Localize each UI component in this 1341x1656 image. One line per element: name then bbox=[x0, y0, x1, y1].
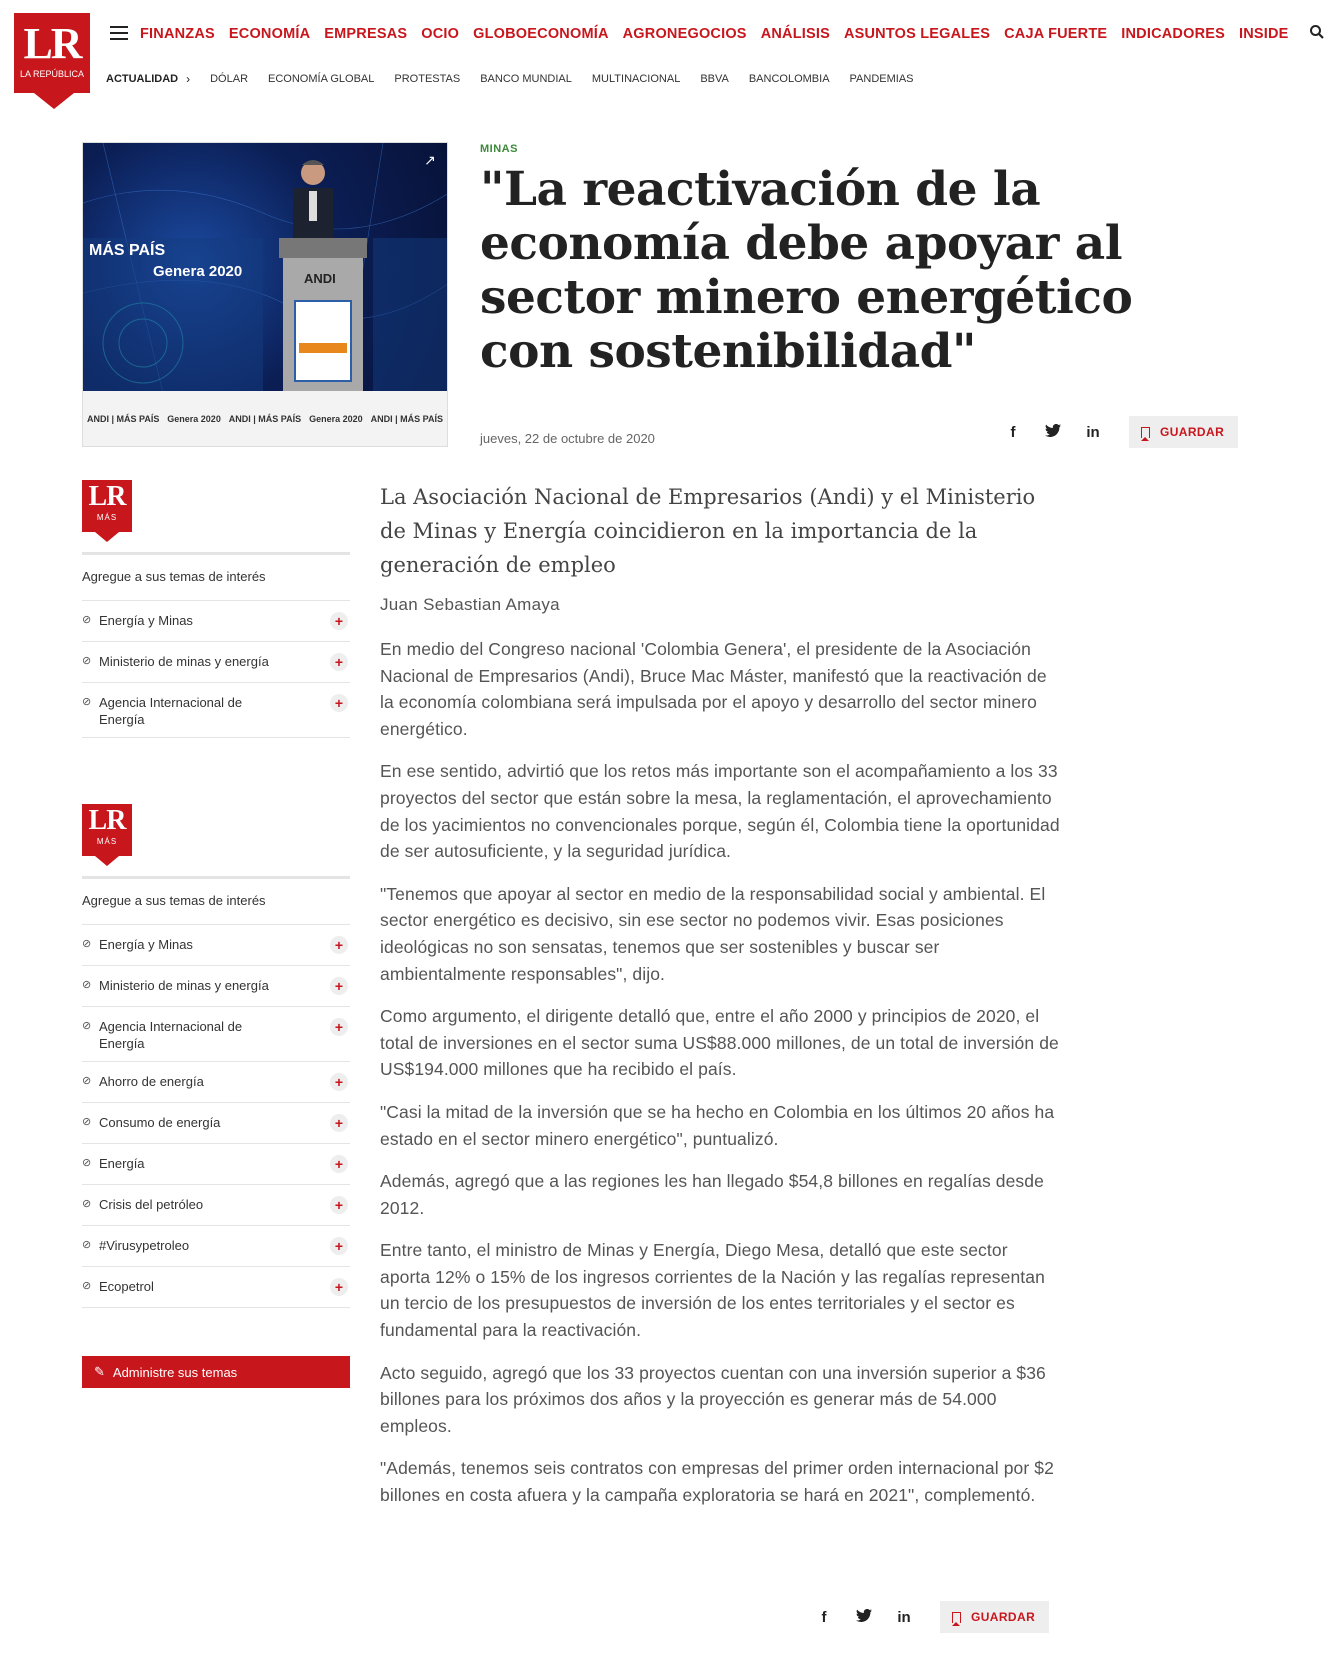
topic-item[interactable] bbox=[82, 683, 350, 738]
topic-item[interactable] bbox=[82, 1144, 350, 1185]
hero-caption-genera: Genera 2020 bbox=[153, 263, 243, 280]
article-paragraph: Además, agregó que a las regiones les han llegado $54,8 billones en regalías desde 2012. bbox=[380, 1171, 1044, 1218]
topic-item[interactable] bbox=[82, 966, 350, 1007]
subnav-label: ACTUALIDAD bbox=[106, 73, 179, 85]
lr-mas-text: LR bbox=[88, 481, 126, 512]
topic-item[interactable] bbox=[82, 601, 350, 642]
subnav-item[interactable]: MULTINACIONAL bbox=[591, 73, 681, 85]
nav-indicadores[interactable]: INDICADORES bbox=[1121, 26, 1225, 42]
subnav-item[interactable]: DÓLAR bbox=[210, 73, 249, 85]
topics-intro: Agregue a sus temas de interés bbox=[82, 879, 350, 925]
sponsor-logo: ANDI | MÁS PAÍS bbox=[370, 413, 443, 424]
menu-icon[interactable] bbox=[110, 26, 128, 40]
article-paragraph: En ese sentido, advirtió que los retos más importante son el acompañamiento a los 33 proyectos del sector que están sobre la mesa, la reglamentación, el aprovechamiento de los yacimientos no convencionales porque, según él, Colombia tiene la oportunidad de ser autosuficiente, y la seguridad jurídica. bbox=[380, 761, 1060, 862]
sub-nav bbox=[106, 72, 934, 86]
tag-icon: ⊘ bbox=[82, 938, 92, 950]
add-topic-icon[interactable]: + bbox=[330, 1073, 348, 1091]
facebook-icon[interactable]: f bbox=[1010, 423, 1016, 441]
nav-caja-fuerte[interactable]: CAJA FUERTE bbox=[1004, 26, 1108, 42]
sponsor-logo: ANDI | MÁS PAÍS bbox=[86, 413, 160, 424]
article-paragraph: Acto seguido, agregó que los 33 proyectos cuentan con una inversión superior a $36 billones para los próximos dos años y la proyección es generar más de 54.000 empleos. bbox=[380, 1362, 1046, 1436]
topic-label: Consumo de energía bbox=[99, 1115, 221, 1130]
article-date: jueves, 22 de octubre de 2020 bbox=[480, 431, 655, 446]
add-topic-icon[interactable]: + bbox=[330, 1155, 348, 1173]
topics-intro: Agregue a sus temas de interés bbox=[82, 555, 350, 601]
logo-text: LR bbox=[23, 19, 81, 68]
tag-icon: ⊘ bbox=[82, 1157, 92, 1169]
topics-widget-2 bbox=[82, 804, 350, 1388]
article-author[interactable]: Juan Sebastian Amaya bbox=[380, 595, 560, 614]
article-paragraph: En medio del Congreso nacional 'Colombia Genera', el presidente de la Asociación Nacional de Empresarios (Andi), Bruce Mac Máster, manifestó que la reactivación de la economía colombiana será impulsada por el apoyo y desarrollo del sector minero energético. bbox=[380, 639, 1047, 739]
bookmark-icon bbox=[952, 1612, 961, 1623]
nav-analisis[interactable]: ANÁLISIS bbox=[760, 26, 830, 42]
tag-icon: ⊘ bbox=[82, 696, 92, 708]
article-body bbox=[380, 636, 1060, 1525]
topic-label: Agencia Internacional de Energía bbox=[99, 695, 243, 727]
subnav-item[interactable]: PROTESTAS bbox=[394, 73, 461, 85]
share-bar-bottom bbox=[804, 1601, 1049, 1633]
nav-finanzas[interactable]: FINANZAS bbox=[140, 26, 215, 42]
nav-inside[interactable]: INSIDE bbox=[1239, 26, 1289, 42]
add-topic-icon[interactable]: + bbox=[330, 977, 348, 995]
nav-globoeconomia[interactable]: GLOBOECONOMÍA bbox=[473, 26, 609, 42]
topic-label: Ministerio de minas y energía bbox=[99, 978, 269, 993]
article-lead: La Asociación Nacional de Empresarios (Andi) y el Ministerio de Minas y Energía coincidieron en la importancia de la generación de empleo bbox=[380, 485, 1036, 577]
tag-icon: ⊘ bbox=[82, 979, 92, 991]
nav-ocio[interactable]: OCIO bbox=[421, 26, 460, 42]
expand-icon[interactable]: ↗ bbox=[424, 152, 436, 168]
hero-caption-mas-pais: MÁS PAÍS bbox=[89, 242, 166, 259]
share-bar-top bbox=[993, 416, 1238, 448]
twitter-icon[interactable] bbox=[844, 1609, 884, 1626]
tag-icon: ⊘ bbox=[82, 1020, 92, 1032]
topic-label: Energía y Minas bbox=[99, 613, 193, 628]
tag-icon: ⊘ bbox=[82, 1239, 92, 1251]
sponsor-logo: Genera 2020 bbox=[167, 413, 221, 424]
tag-icon: ⊘ bbox=[82, 614, 92, 626]
subnav-item[interactable]: BANCOLOMBIA bbox=[748, 73, 830, 85]
topic-label: Ministerio de minas y energía bbox=[99, 654, 269, 669]
add-topic-icon[interactable]: + bbox=[330, 1114, 348, 1132]
add-topic-icon[interactable]: + bbox=[330, 1018, 348, 1036]
linkedin-icon[interactable]: in bbox=[1086, 423, 1100, 441]
topic-label: Agencia Internacional de Energía bbox=[99, 1019, 243, 1051]
site-logo[interactable] bbox=[14, 13, 90, 109]
nav-agronegocios[interactable]: AGRONEGOCIOS bbox=[622, 26, 747, 42]
topic-item[interactable] bbox=[82, 1062, 350, 1103]
lr-mas-sub: MÁS bbox=[96, 513, 118, 522]
save-button[interactable] bbox=[1129, 416, 1238, 448]
topic-label: Ecopetrol bbox=[99, 1279, 154, 1294]
nav-asuntos-legales[interactable]: ASUNTOS LEGALES bbox=[843, 26, 991, 42]
sponsor-logo: ANDI | MÁS PAÍS bbox=[228, 413, 302, 424]
subnav-item[interactable]: BANCO MUNDIAL bbox=[480, 73, 572, 85]
save-label: GUARDAR bbox=[971, 1610, 1036, 1624]
lr-mas-logo bbox=[82, 480, 132, 542]
topic-label: Energía bbox=[99, 1156, 145, 1171]
facebook-icon[interactable]: f bbox=[821, 1608, 827, 1626]
manage-topics-label: Administre sus temas bbox=[112, 1364, 238, 1380]
topic-item[interactable] bbox=[82, 1267, 350, 1308]
subnav-item[interactable]: BBVA bbox=[700, 73, 729, 85]
nav-empresas[interactable]: EMPRESAS bbox=[324, 26, 408, 42]
tag-icon: ⊘ bbox=[82, 1198, 92, 1210]
article-paragraph: Como argumento, el dirigente detalló que, entre el año 2000 y principios de 2020, el total de inversiones en el sector suma US$88.000 millones, de un total de inversión de US$194.000 millones que ha recibido el país. bbox=[380, 1006, 1059, 1080]
lr-mas-logo bbox=[82, 804, 132, 866]
nav-economia[interactable]: ECONOMÍA bbox=[228, 26, 311, 42]
tag-icon: ⊘ bbox=[82, 1116, 92, 1128]
article-paragraph: "Casi la mitad de la inversión que se ha hecho en Colombia en los últimos 20 años ha estado en el sector minero energético", puntualizó. bbox=[380, 1101, 1055, 1149]
article-section[interactable]: MINAS bbox=[480, 143, 518, 155]
lr-mas-text: LR bbox=[88, 805, 126, 836]
add-topic-icon[interactable]: + bbox=[330, 1237, 348, 1255]
hero-image[interactable] bbox=[82, 142, 448, 447]
linkedin-icon[interactable]: in bbox=[897, 1608, 911, 1626]
save-button[interactable] bbox=[940, 1601, 1049, 1633]
article-paragraph: "Además, tenemos seis contratos con empresas del primer orden internacional por $2 billones en costa afuera y la campaña exploratoria se hará en 2021", complementó. bbox=[380, 1458, 1054, 1506]
article-paragraph: Entre tanto, el ministro de Minas y Energía, Diego Mesa, detalló que este sector aporta 12% o 15% de los ingresos corrientes de la Nación y las regalías representan un tercio de los presupuestos de inversión de los entes territoriales y el sector es fundamental para la reactivación. bbox=[380, 1240, 1045, 1341]
tag-icon: ⊘ bbox=[82, 1280, 92, 1292]
search-icon[interactable] bbox=[1309, 24, 1325, 40]
topic-item[interactable] bbox=[82, 1226, 350, 1267]
lr-mas-sub: MÁS bbox=[96, 837, 118, 846]
topic-label: Ahorro de energía bbox=[99, 1074, 204, 1089]
hero-caption-andi: ANDI bbox=[304, 271, 336, 286]
article-paragraph: "Tenemos que apoyar al sector en medio de la responsabilidad social y ambiental. El sector energético es decisivo, sin ese sector no podemos vivir. Esas posiciones ideológicas no son sensatas, tenemos que ser sostenibles y buscar ser ambientalmente responsables", dijo. bbox=[380, 883, 1046, 984]
topic-item[interactable] bbox=[82, 925, 350, 966]
chevron-right-icon: › bbox=[186, 72, 191, 86]
sponsor-logo: Genera 2020 bbox=[309, 413, 363, 424]
hero-photo bbox=[83, 143, 448, 393]
save-label: GUARDAR bbox=[1160, 425, 1225, 439]
subnav-item[interactable]: ECONOMÍA GLOBAL bbox=[268, 73, 375, 85]
topic-item[interactable] bbox=[82, 1103, 350, 1144]
topics-widget-1 bbox=[82, 480, 350, 738]
subnav-item[interactable]: PANDEMIAS bbox=[849, 73, 914, 85]
add-topic-icon[interactable]: + bbox=[330, 694, 348, 712]
topic-label: #Virusypetroleo bbox=[99, 1238, 190, 1253]
article-headline: "La reactivación de la economía debe apoyar al sector minero energético con sostenibilidad" bbox=[480, 162, 1133, 379]
twitter-icon[interactable] bbox=[1033, 424, 1073, 441]
topic-item[interactable] bbox=[82, 642, 350, 683]
topic-label: Crisis del petróleo bbox=[99, 1197, 204, 1212]
main-nav bbox=[140, 26, 1303, 42]
topic-item[interactable] bbox=[82, 1007, 350, 1062]
add-topic-icon[interactable]: + bbox=[330, 1196, 348, 1214]
add-topic-icon[interactable]: + bbox=[330, 936, 348, 954]
topic-label: Energía y Minas bbox=[99, 937, 193, 952]
add-topic-icon[interactable]: + bbox=[330, 1278, 348, 1296]
add-topic-icon[interactable]: + bbox=[330, 653, 348, 671]
bookmark-icon bbox=[1141, 427, 1150, 438]
manage-topics-button[interactable] bbox=[82, 1356, 350, 1388]
logo-subtitle: LA REPÚBLICA bbox=[19, 69, 85, 79]
hero-sponsor-strip bbox=[83, 391, 447, 446]
tag-icon: ⊘ bbox=[82, 655, 92, 667]
tag-icon: ⊘ bbox=[82, 1075, 92, 1087]
topic-item[interactable] bbox=[82, 1185, 350, 1226]
pencil-icon: ✎ bbox=[94, 1364, 105, 1379]
add-topic-icon[interactable]: + bbox=[330, 612, 348, 630]
